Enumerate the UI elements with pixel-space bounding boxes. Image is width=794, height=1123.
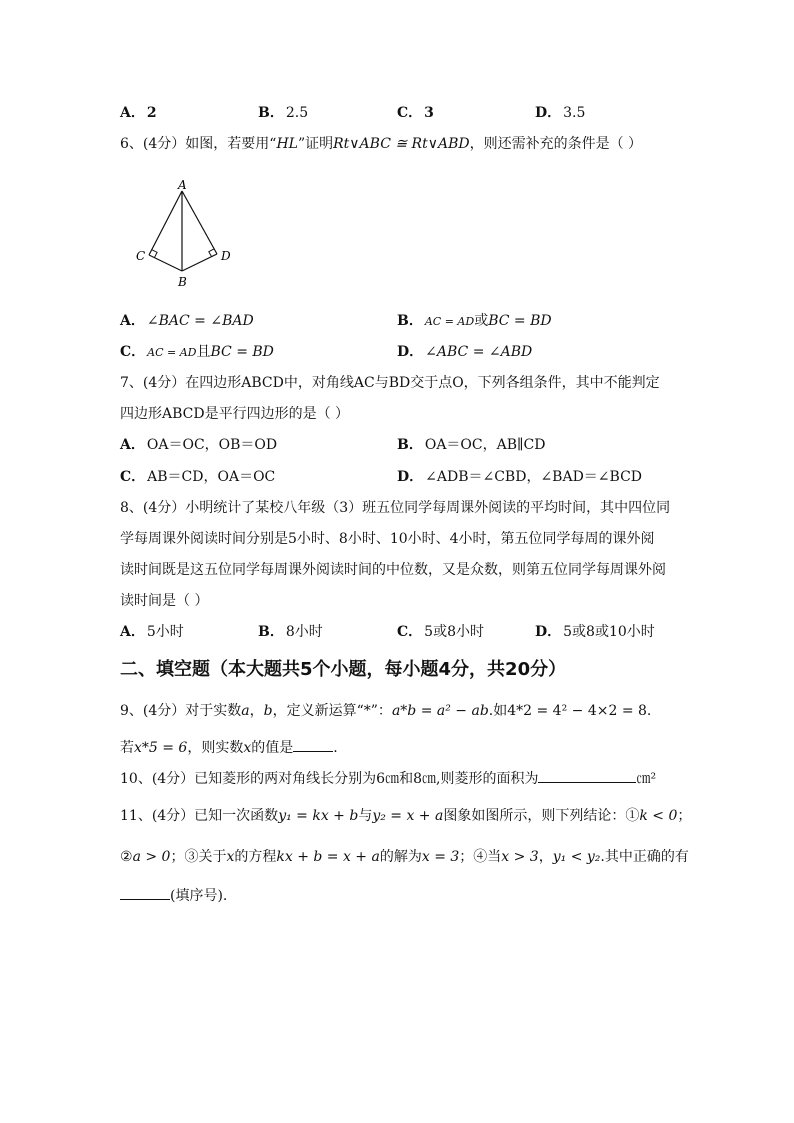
q11-stem-line2: ②a > 0；③关于x的方程kx + b = x + a的解为x = 3；④当x > 3，y₁ < y₂.其中正确的有 [120,849,689,865]
q9-stem-line1: 9、(4分）对于实数a，b，定义新运算“*”：a*b = a² − ab.如4*2 = 4² − 4×2 = 8. [120,703,652,719]
segment-ac [149,191,182,255]
label-a: A [178,178,187,192]
q7-option-d: D． ∠ADB＝∠CBD，∠BAD＝∠BCD [397,469,643,485]
label-d: D [221,249,231,263]
q7-stem-line1: 7、(4分）在四边形ABCD中，对角线AC与BD交于点O，下列各组条件，其中不能判定 [120,375,660,391]
triangle-figure [132,178,242,296]
label-b: B [178,275,187,289]
q5-option-c: C． 3 [397,105,434,121]
q5-option-a: A． 2 [120,105,157,121]
q6-option-b: B． AC = AD或BC = BD [397,313,552,329]
q6-option-c: C． AC = AD且BC = BD [120,344,274,360]
q8-stem-line3: 读时间既是这五位同学每周课外阅读时间的中位数，又是众数，则第五位同学每周课外阅 [120,562,666,578]
q7-stem-line2: 四边形ABCD是平行四边形的是（ ） [120,406,350,422]
segment-ad [182,191,217,254]
segment-cb [149,255,182,271]
q8-option-c: C． 5或8小时 [397,624,484,640]
q6-option-d: D． ∠ABC = ∠ABD [397,344,533,360]
q8-option-b: B． 8小时 [258,624,323,640]
q6-stem: 6、(4分）如图，若要用“HL”证明Rt∨ABC ≅ Rt∨ABD，则还需补充的条件是（ ） [120,136,643,152]
q8-stem-line4: 读时间是（ ） [120,593,209,609]
q7-option-a: A． OA＝OC，OB＝OD [120,437,278,453]
q8-stem-line2: 学每周课外阅读时间分别是5小时、8小时、10小时、4小时，第五位同学每周的课外阅 [120,531,655,547]
q10-answer-blank[interactable] [538,768,636,783]
q7-option-c: C． AB＝CD，OA＝OC [120,469,276,485]
q11-stem-line3: (填序号). [120,885,227,906]
q8-stem-line1: 8、(4分）小明统计了某校八年级（3）班五位同学每周课外阅读的平均时间，其中四位同 [120,500,671,516]
label-c: C [136,249,146,263]
q7-option-b: B． OA＝OC，AB∥CD [397,437,546,453]
q9-answer-blank[interactable] [293,737,333,752]
q6-option-a: A． ∠BAC = ∠BAD [120,313,254,329]
q8-option-d: D． 5或8或10小时 [535,624,655,640]
section-2-heading: 二、填空题（本大题共5个小题，每小题4分，共20分） [120,659,567,680]
q9-stem-line2: 若x*5 = 6，则实数x的值是 . [120,737,338,758]
q11-answer-blank[interactable] [120,885,170,900]
q8-option-a: A． 5小时 [120,624,184,640]
q11-stem-line1: 11、(4分）已知一次函数y₁ = kx + b与y₂ = x + a图象如图所示，则下列结论：①k < 0； [120,808,692,824]
q10-stem: 10、(4分）已知菱形的两对角线长分别为6㎝和8㎝,则菱形的面积为 ㎝² [120,768,656,789]
q5-option-d: D． 3.5 [535,105,586,121]
q5-option-b: B． 2.5 [258,105,309,121]
